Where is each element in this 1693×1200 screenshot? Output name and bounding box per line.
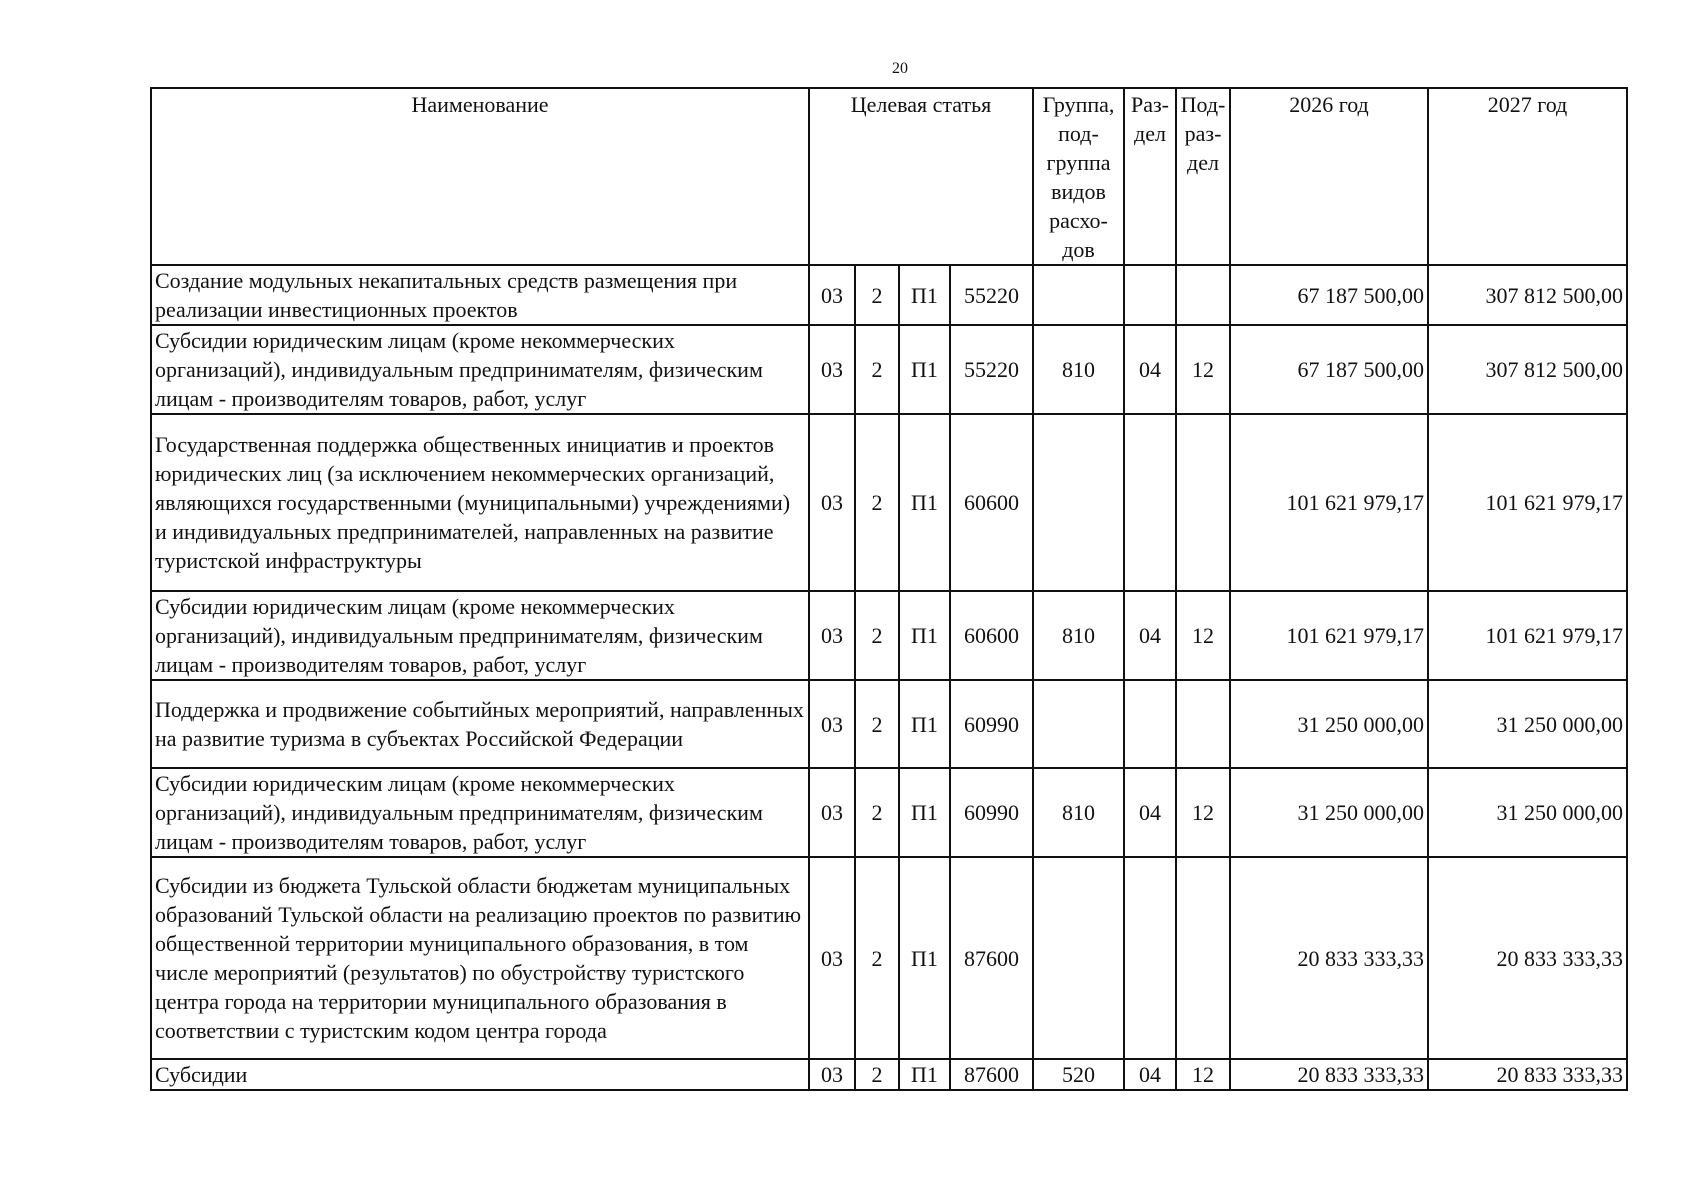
cell-target-subprogram: 2	[855, 265, 899, 325]
cell-section: 04	[1124, 768, 1176, 857]
cell-target-program: 03	[809, 265, 855, 325]
cell-section	[1124, 857, 1176, 1059]
cell-target-code: 60600	[950, 414, 1033, 591]
cell-subsection	[1176, 265, 1230, 325]
cell-amount-2026: 31 250 000,00	[1230, 768, 1428, 857]
page-number: 20	[892, 60, 908, 77]
cell-target-program: 03	[809, 857, 855, 1059]
table-row	[151, 265, 1627, 325]
cell-subsection	[1176, 680, 1230, 768]
cell-amount-2026: 31 250 000,00	[1230, 680, 1428, 768]
cell-amount-2026: 67 187 500,00	[1230, 325, 1428, 414]
header-year-2026: 2026 год	[1230, 88, 1428, 265]
cell-section	[1124, 680, 1176, 768]
cell-target-direction: П1	[899, 325, 950, 414]
cell-subsection: 12	[1176, 768, 1230, 857]
table-row	[151, 1059, 1627, 1090]
cell-amount-2027: 20 833 333,33	[1428, 1059, 1627, 1090]
cell-target-subprogram: 2	[855, 768, 899, 857]
cell-section: 04	[1124, 1059, 1176, 1090]
header-year-2027: 2027 год	[1428, 88, 1627, 265]
cell-target-subprogram: 2	[855, 857, 899, 1059]
table-row	[151, 768, 1627, 857]
cell-section: 04	[1124, 325, 1176, 414]
cell-name: Создание модульных некапитальных средств размещения при реализации инвестиционных проектов	[151, 265, 809, 325]
cell-subsection: 12	[1176, 1059, 1230, 1090]
cell-target-subprogram: 2	[855, 1059, 899, 1090]
cell-target-code: 87600	[950, 1059, 1033, 1090]
cell-amount-2027: 31 250 000,00	[1428, 768, 1627, 857]
budget-table	[150, 87, 1628, 1091]
cell-group: 520	[1033, 1059, 1124, 1090]
cell-group	[1033, 857, 1124, 1059]
table-row	[151, 414, 1627, 591]
cell-section	[1124, 265, 1176, 325]
cell-target-code: 55220	[950, 265, 1033, 325]
cell-amount-2026: 20 833 333,33	[1230, 857, 1428, 1059]
cell-group	[1033, 265, 1124, 325]
cell-amount-2027: 20 833 333,33	[1428, 857, 1627, 1059]
cell-amount-2027: 307 812 500,00	[1428, 265, 1627, 325]
cell-target-program: 03	[809, 414, 855, 591]
header-subsection: Под- раз- дел	[1176, 88, 1230, 265]
cell-subsection: 12	[1176, 325, 1230, 414]
cell-name: Субсидии юридическим лицам (кроме некоммерческих организаций), индивидуальным предпринимателям, физическим лицам - производителям товаров, работ, услуг	[151, 768, 809, 857]
cell-target-direction: П1	[899, 591, 950, 680]
cell-target-program: 03	[809, 325, 855, 414]
table-row	[151, 325, 1627, 414]
cell-target-program: 03	[809, 768, 855, 857]
cell-amount-2026: 20 833 333,33	[1230, 1059, 1428, 1090]
cell-target-program: 03	[809, 591, 855, 680]
cell-group	[1033, 680, 1124, 768]
cell-amount-2027: 101 621 979,17	[1428, 591, 1627, 680]
cell-section	[1124, 414, 1176, 591]
cell-target-subprogram: 2	[855, 591, 899, 680]
cell-name: Поддержка и продвижение событийных мероприятий, направленных на развитие туризма в субъектах Российской Федерации	[151, 680, 809, 768]
cell-target-direction: П1	[899, 1059, 950, 1090]
cell-target-code: 55220	[950, 325, 1033, 414]
header-row	[151, 88, 1627, 265]
cell-group: 810	[1033, 325, 1124, 414]
cell-target-direction: П1	[899, 857, 950, 1059]
cell-group	[1033, 414, 1124, 591]
table-row	[151, 857, 1627, 1059]
cell-target-direction: П1	[899, 768, 950, 857]
cell-target-program: 03	[809, 1059, 855, 1090]
cell-target-program: 03	[809, 680, 855, 768]
cell-amount-2026: 101 621 979,17	[1230, 414, 1428, 591]
cell-amount-2026: 67 187 500,00	[1230, 265, 1428, 325]
cell-name: Государственная поддержка общественных инициатив и проектов юридических лиц (за исключением некоммерческих организаций, являющихся государственными (муниципальными) учреждениями) и индивидуальных предпринимателей, направленных на развитие туристской инфраструктуры	[151, 414, 809, 591]
cell-amount-2027: 101 621 979,17	[1428, 414, 1627, 591]
header-name: Наименование	[151, 88, 809, 265]
cell-target-subprogram: 2	[855, 680, 899, 768]
table-row	[151, 591, 1627, 680]
cell-target-subprogram: 2	[855, 414, 899, 591]
header-group: Группа, под- группа видов расхо- дов	[1033, 88, 1124, 265]
table-row	[151, 680, 1627, 768]
header-target-article: Целевая статья	[809, 88, 1033, 265]
cell-target-direction: П1	[899, 265, 950, 325]
cell-group: 810	[1033, 591, 1124, 680]
cell-section: 04	[1124, 591, 1176, 680]
cell-name: Субсидии юридическим лицам (кроме некоммерческих организаций), индивидуальным предпринимателям, физическим лицам - производителям товаров, работ, услуг	[151, 325, 809, 414]
cell-subsection	[1176, 857, 1230, 1059]
cell-target-direction: П1	[899, 680, 950, 768]
cell-amount-2026: 101 621 979,17	[1230, 591, 1428, 680]
cell-amount-2027: 31 250 000,00	[1428, 680, 1627, 768]
cell-name: Субсидии из бюджета Тульской области бюджетам муниципальных образований Тульской области на реализацию проектов по развитию общественной территории муниципального образования, в том числе мероприятий (результатов) по обустройству туристского центра города на территории муниципального образования в соответствии с туристским кодом центра города	[151, 857, 809, 1059]
cell-name: Субсидии	[151, 1059, 809, 1090]
cell-target-code: 87600	[950, 857, 1033, 1059]
cell-subsection: 12	[1176, 591, 1230, 680]
cell-target-code: 60990	[950, 680, 1033, 768]
cell-target-direction: П1	[899, 414, 950, 591]
header-section: Раз- дел	[1124, 88, 1176, 265]
cell-target-subprogram: 2	[855, 325, 899, 414]
cell-subsection	[1176, 414, 1230, 591]
cell-target-code: 60990	[950, 768, 1033, 857]
cell-target-code: 60600	[950, 591, 1033, 680]
cell-amount-2027: 307 812 500,00	[1428, 325, 1627, 414]
cell-name: Субсидии юридическим лицам (кроме некоммерческих организаций), индивидуальным предпринимателям, физическим лицам - производителям товаров, работ, услуг	[151, 591, 809, 680]
cell-group: 810	[1033, 768, 1124, 857]
